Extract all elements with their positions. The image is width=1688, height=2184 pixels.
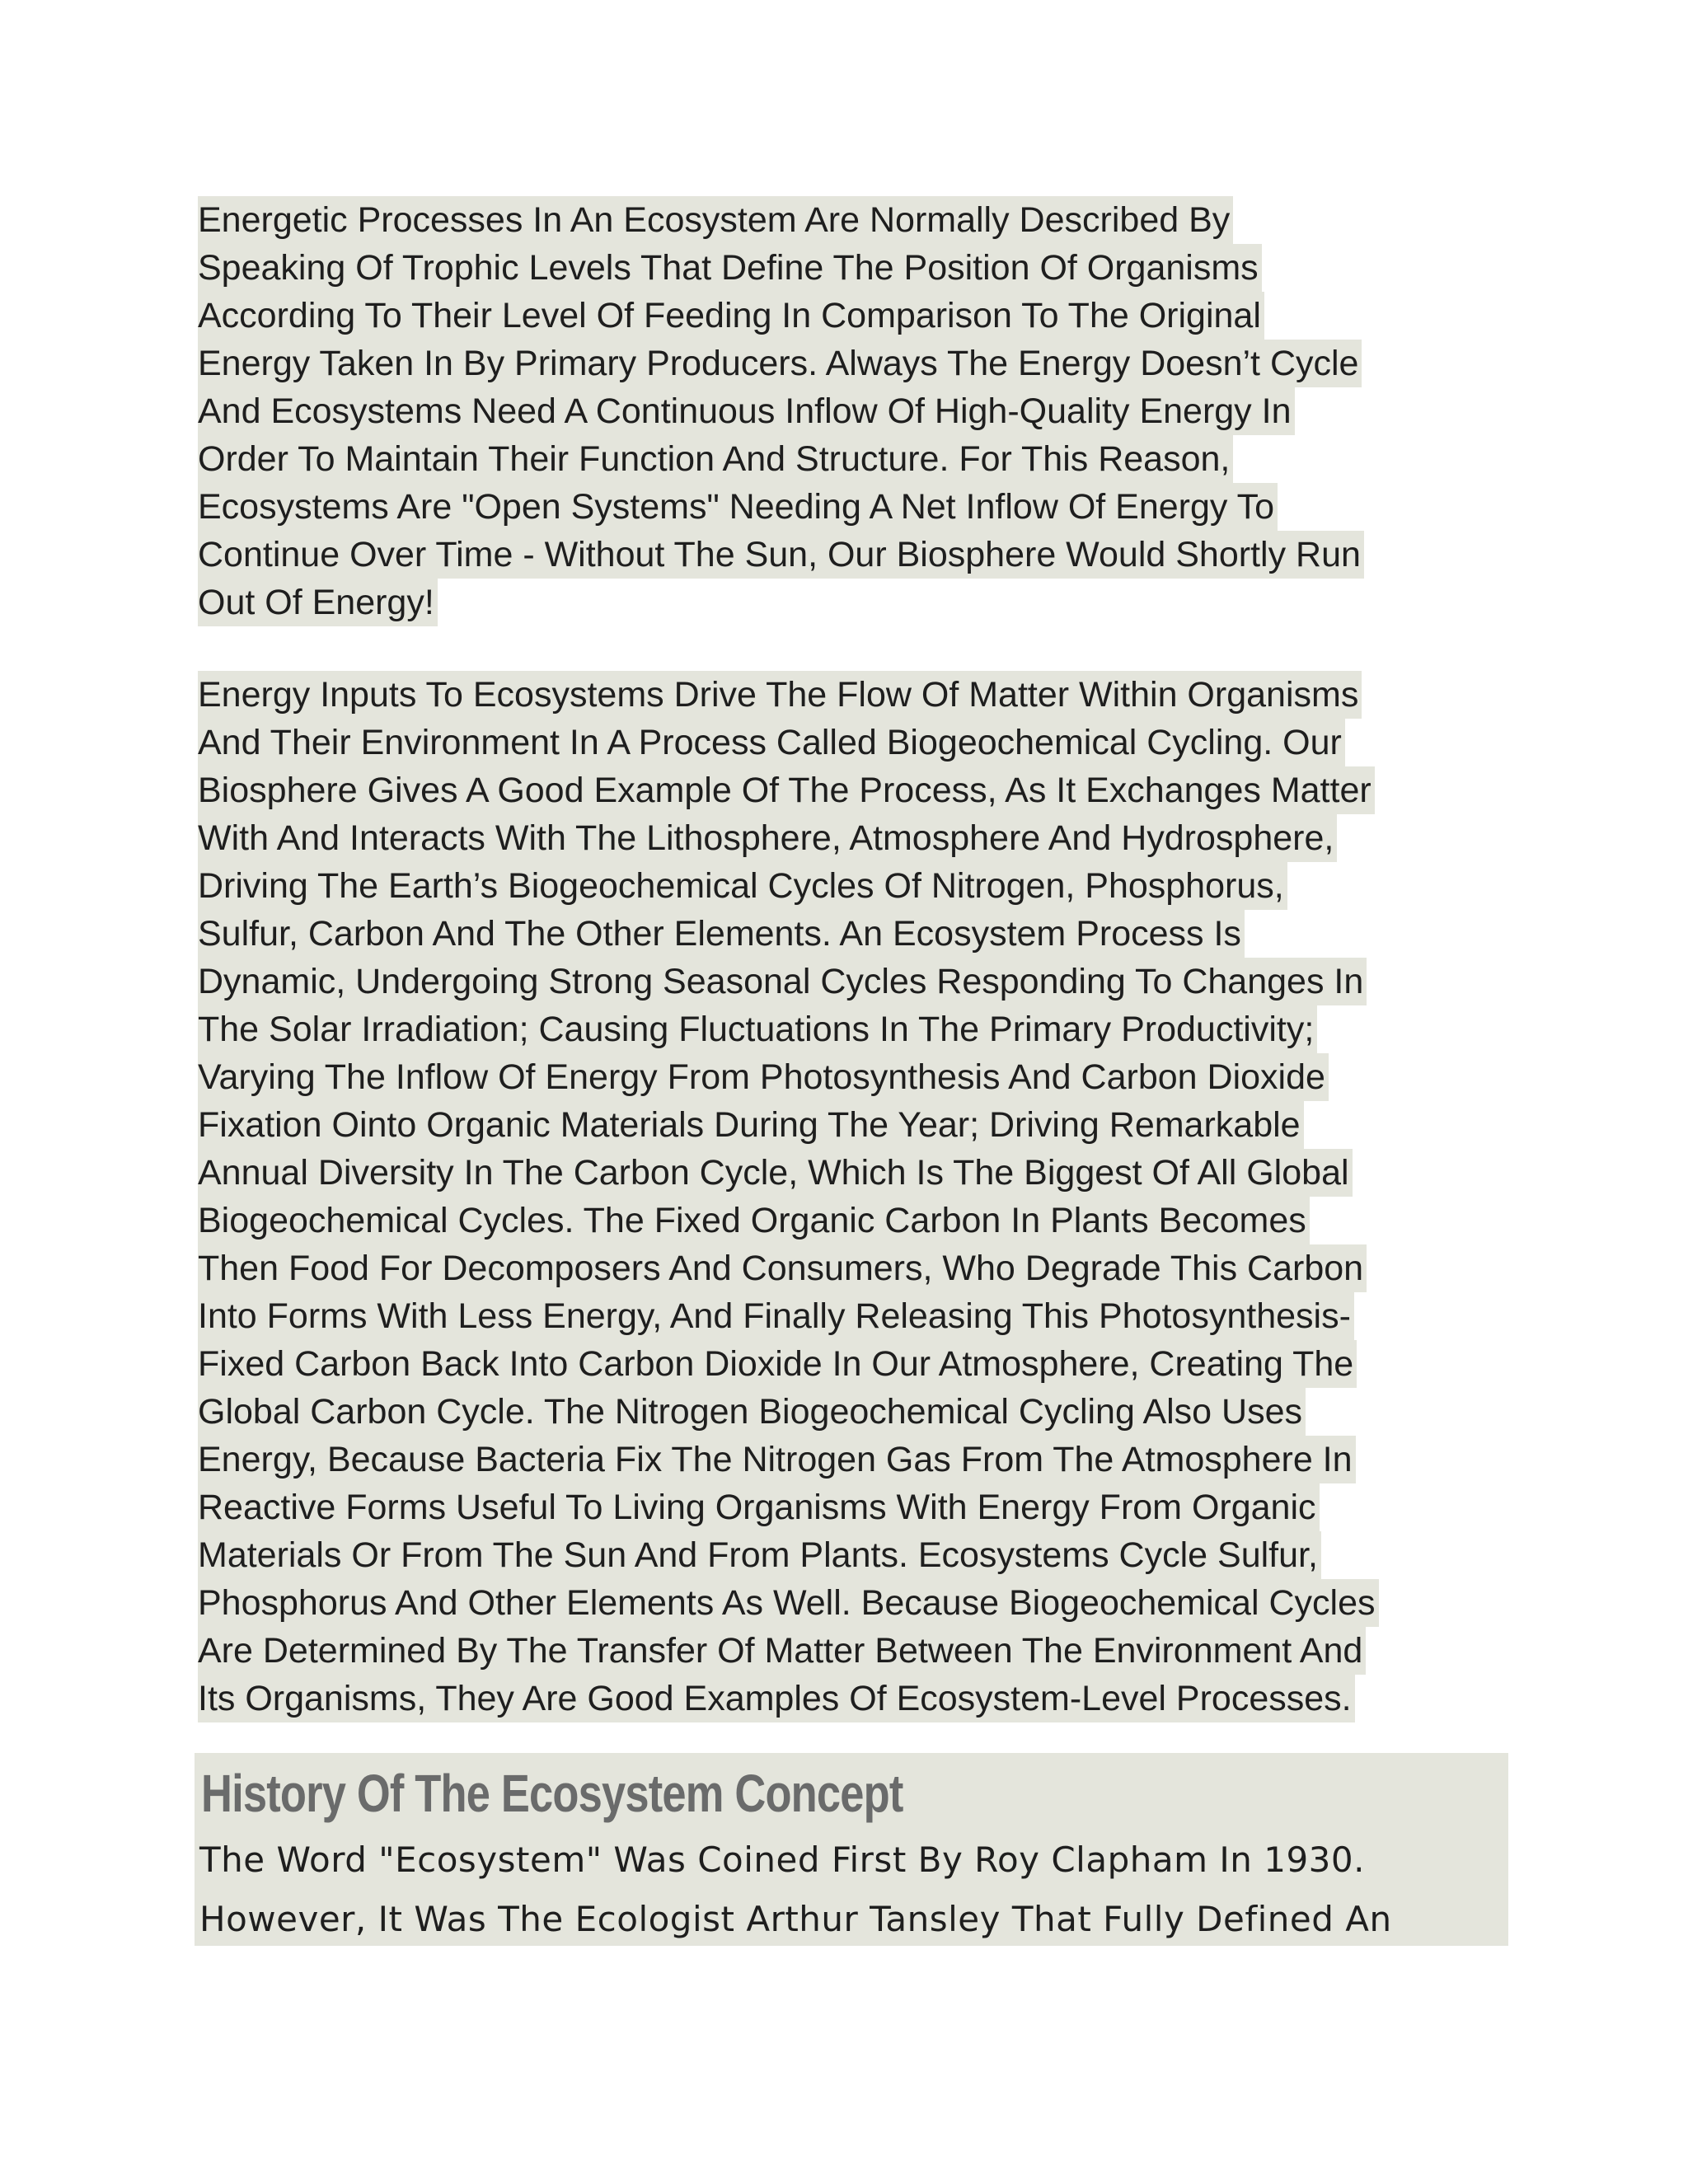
text-line-content: Fixed Carbon Back Into Carbon Dioxide In Our Atmosphere, Creating The <box>198 1340 1357 1388</box>
text-line <box>198 1005 1379 1053</box>
text-line-content: Sulfur, Carbon And The Other Elements. An Ecosystem Process Is <box>198 910 1245 958</box>
text-line <box>198 292 1364 340</box>
text-line-content: Continue Over Time - Without The Sun, Our Biosphere Would Shortly Run <box>198 531 1364 579</box>
text-line <box>198 671 1379 719</box>
text-line-content: And Their Environment In A Process Called Biogeochemical Cycling. Our <box>198 719 1345 766</box>
text-line-content: Dynamic, Undergoing Strong Seasonal Cycles Responding To Changes In <box>198 958 1367 1005</box>
section-line-2: However, It Was The Ecologist Arthur Tansley That Fully Defined An <box>199 1899 1392 1939</box>
text-line <box>198 531 1364 579</box>
text-line <box>198 1053 1379 1101</box>
text-line-content: Energetic Processes In An Ecosystem Are Normally Described By <box>198 196 1233 244</box>
text-line <box>198 196 1364 244</box>
text-line-content: Fixation Ointo Organic Materials During The Year; Driving Remarkable <box>198 1101 1304 1149</box>
text-line-content: Biogeochemical Cycles. The Fixed Organic Carbon In Plants Becomes <box>198 1197 1310 1244</box>
text-line-content: Out Of Energy! <box>198 579 438 626</box>
text-line <box>198 910 1379 958</box>
text-line <box>198 719 1379 766</box>
text-line <box>198 1388 1379 1436</box>
text-line <box>198 579 1364 626</box>
text-line <box>198 1197 1379 1244</box>
text-line-content: Into Forms With Less Energy, And Finally Releasing This Photosynthesis- <box>198 1292 1354 1340</box>
text-line <box>198 1101 1379 1149</box>
text-line-content: Energy Inputs To Ecosystems Drive The Flow Of Matter Within Organisms <box>198 671 1362 719</box>
text-line <box>198 387 1364 435</box>
text-line-content: Order To Maintain Their Function And Structure. For This Reason, <box>198 435 1233 483</box>
text-line-content: Annual Diversity In The Carbon Cycle, Which Is The Biggest Of All Global <box>198 1149 1353 1197</box>
text-line-content: Reactive Forms Useful To Living Organisms With Energy From Organic <box>198 1483 1320 1531</box>
text-line <box>198 340 1364 387</box>
text-line <box>198 1149 1379 1197</box>
text-line <box>198 1244 1379 1292</box>
text-line <box>198 1627 1379 1675</box>
text-line <box>198 1675 1379 1722</box>
text-line-content: Speaking Of Trophic Levels That Define The Position Of Organisms <box>198 244 1262 292</box>
text-line-content: Phosphorus And Other Elements As Well. Because Biogeochemical Cycles <box>198 1579 1379 1627</box>
text-line-content: Energy Taken In By Primary Producers. Always The Energy Doesn’t Cycle <box>198 340 1362 387</box>
text-line-content: Biosphere Gives A Good Example Of The Process, As It Exchanges Matter <box>198 766 1375 814</box>
text-line-content: The Solar Irradiation; Causing Fluctuations In The Primary Productivity; <box>198 1005 1317 1053</box>
text-line <box>198 814 1379 862</box>
text-line <box>198 244 1364 292</box>
text-line-content: Varying The Inflow Of Energy From Photosynthesis And Carbon Dioxide <box>198 1053 1329 1101</box>
text-line-content: Global Carbon Cycle. The Nitrogen Biogeochemical Cycling Also Uses <box>198 1388 1306 1436</box>
text-line-content: Are Determined By The Transfer Of Matter Between The Environment And <box>198 1627 1366 1675</box>
section-heading: History Of The Ecosystem Concept <box>201 1764 903 1823</box>
section-line-1: The Word "Ecosystem" Was Coined First By Roy Clapham In 1930. <box>199 1840 1365 1880</box>
text-line <box>198 1579 1379 1627</box>
text-line <box>198 862 1379 910</box>
section-history <box>195 1753 1508 1946</box>
text-line-content: Ecosystems Are "Open Systems" Needing A Net Inflow Of Energy To <box>198 483 1278 531</box>
text-line <box>198 1436 1379 1483</box>
text-line-content: According To Their Level Of Feeding In Comparison To The Original <box>198 292 1264 340</box>
text-line <box>198 1531 1379 1579</box>
text-line-content: With And Interacts With The Lithosphere, Atmosphere And Hydrosphere, <box>198 814 1337 862</box>
text-line <box>198 1340 1379 1388</box>
text-line <box>198 766 1379 814</box>
text-line-content: Its Organisms, They Are Good Examples Of Ecosystem-Level Processes. <box>198 1675 1355 1722</box>
text-line-content: Then Food For Decomposers And Consumers, Who Degrade This Carbon <box>198 1244 1367 1292</box>
text-line <box>198 1483 1379 1531</box>
text-line-content: And Ecosystems Need A Continuous Inflow Of High-Quality Energy In <box>198 387 1295 435</box>
text-line-content: Energy, Because Bacteria Fix The Nitrogen Gas From The Atmosphere In <box>198 1436 1356 1483</box>
paragraph-trophic-levels <box>198 196 1364 626</box>
text-line <box>198 483 1364 531</box>
text-line-content: Materials Or From The Sun And From Plants. Ecosystems Cycle Sulfur, <box>198 1531 1321 1579</box>
text-line <box>198 1292 1379 1340</box>
text-line <box>198 958 1379 1005</box>
paragraph-biogeochemical-cycling <box>198 671 1379 1722</box>
text-line <box>198 435 1364 483</box>
text-line-content: Driving The Earth’s Biogeochemical Cycles Of Nitrogen, Phosphorus, <box>198 862 1287 910</box>
